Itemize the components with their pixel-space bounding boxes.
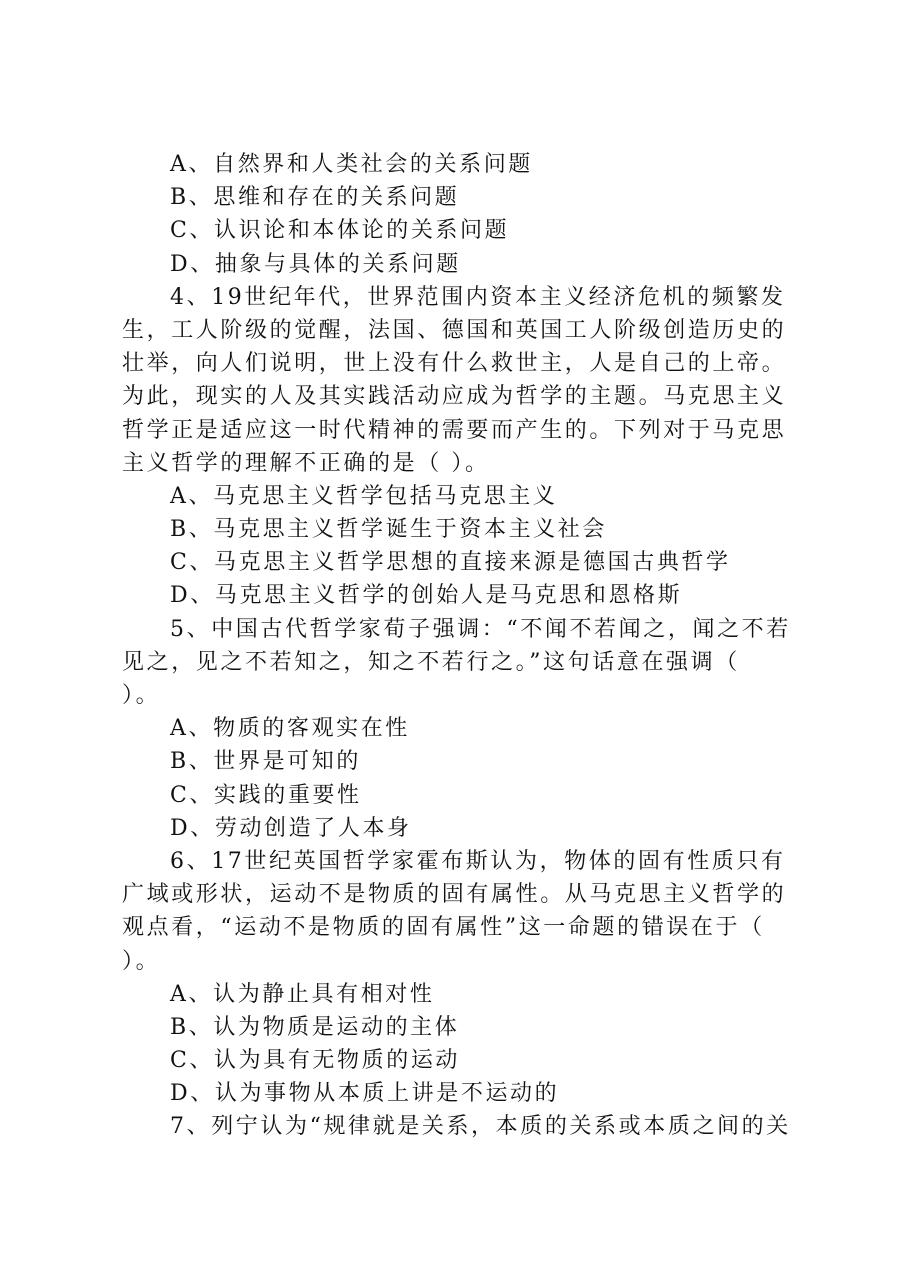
question-7 <box>122 1110 798 1143</box>
option-d: D、马克思主义哲学的创始人是马克思和恩格斯 <box>170 583 683 609</box>
option-a: A、认为静止具有相对性 <box>170 981 435 1007</box>
q3-options <box>122 148 798 281</box>
option-b: B、马克思主义哲学诞生于资本主义社会 <box>170 517 607 543</box>
question-text-line: 为此，现实的人及其实践活动应成为哲学的主题。马克思主义 <box>122 384 787 410</box>
option-a: A、物质的客观实在性 <box>170 716 410 742</box>
question-text-line: 见之，见之不若知之，知之不若行之。”这句话意在强调（ <box>122 649 740 675</box>
document-page <box>122 148 798 1144</box>
question-text-line: 观点看，“运动不是物质的固有属性”这一命题的错误在于（ <box>122 915 765 941</box>
option-a: A、马克思主义哲学包括马克思主义 <box>170 483 558 509</box>
question-text-line: 主义哲学的理解不正确的是（ ）。 <box>122 450 490 476</box>
question-text-line: 5、中国古代哲学家荀子强调：“不闻不若闻之，闻之不若 <box>170 616 791 642</box>
option-d: D、劳动创造了人本身 <box>170 815 412 841</box>
option-b: B、思维和存在的关系问题 <box>170 185 460 211</box>
question-text-line: 6、17世纪英国哲学家霍布斯认为，物体的固有性质只有 <box>170 848 786 874</box>
option-b: B、认为物质是运动的主体 <box>170 1014 460 1040</box>
question-text-line: 广域或形状，运动不是物质的固有属性。从马克思主义哲学的 <box>122 882 787 908</box>
question-6 <box>122 845 798 1111</box>
question-text-line: 7、列宁认为“规律就是关系，本质的关系或本质之间的关 <box>170 1114 791 1140</box>
question-text-line: ）。 <box>122 948 161 974</box>
option-c: C、认为具有无物质的运动 <box>170 1048 461 1074</box>
option-c: C、认识论和本体论的关系问题 <box>170 218 510 244</box>
option-b: B、世界是可知的 <box>170 749 361 775</box>
question-text-line: 哲学正是适应这一时代精神的需要而产生的。下列对于马克思 <box>122 417 787 443</box>
option-d: D、抽象与具体的关系问题 <box>170 251 461 277</box>
question-text-line: 壮举，向人们说明，世上没有什么救世主，人是自己的上帝。 <box>122 351 787 377</box>
question-text-line: ）。 <box>122 683 161 708</box>
question-4 <box>122 281 798 613</box>
option-a: A、自然界和人类社会的关系问题 <box>170 152 533 177</box>
question-5 <box>122 613 798 845</box>
question-text-line: 生，工人阶级的觉醒，法国、德国和英国工人阶级创造历史的 <box>122 317 787 343</box>
question-text-line: 4、19世纪年代，世界范围内资本主义经济危机的频繁发 <box>170 284 786 310</box>
option-c: C、马克思主义哲学思想的直接来源是德国古典哲学 <box>170 550 731 576</box>
option-c: C、实践的重要性 <box>170 782 362 808</box>
option-d: D、认为事物从本质上讲是不运动的 <box>170 1081 560 1107</box>
